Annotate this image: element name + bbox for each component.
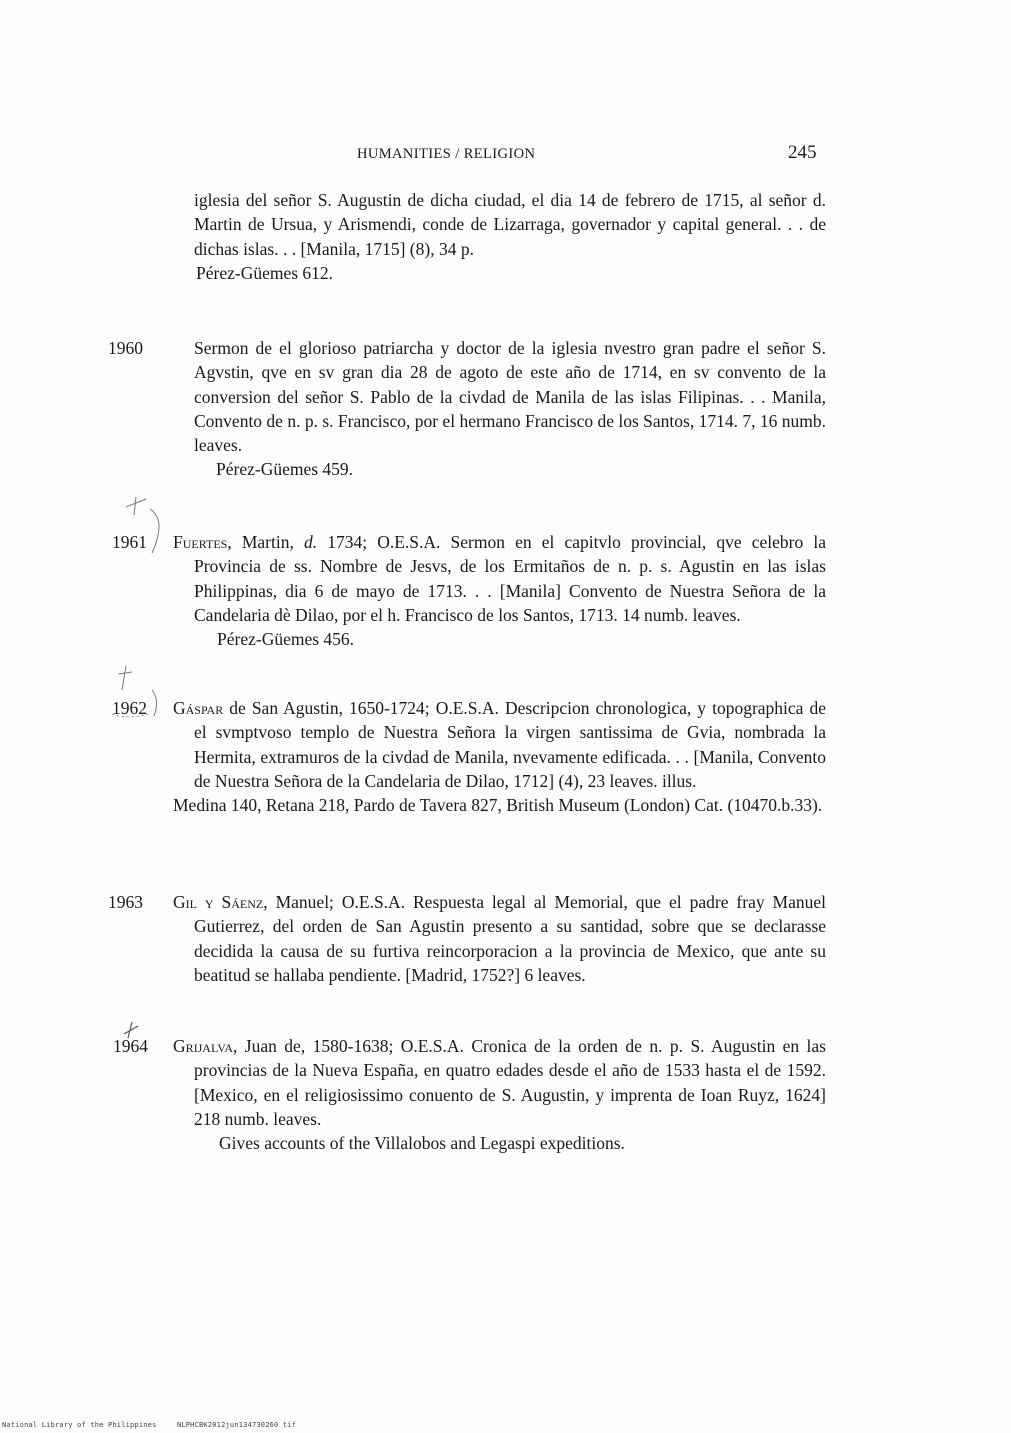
entry-number: 1963 [108,892,143,912]
footer-file-id: NLPHCBK2012jun134730260 tif [176,1421,297,1429]
entry-ref: Gives accounts of the Villalobos and Legaspi expeditions. [219,1133,625,1154]
pencil-mark-1961 [118,495,178,555]
entry-author: Gil y Sáenz [173,892,264,912]
entry-number: 1964 [113,1036,148,1056]
page-number: 245 [788,142,817,163]
entry-number: 1960 [108,338,143,358]
scan-footer [2,1421,312,1429]
entry-text: 1734; O.E.S.A. Sermon en el capitvlo provincial, qve celebro la Provincia de ss. Nombre de Jesvs, de los Ermitaños de n. p. s. Agustin en las islas Philippinas, dia 6 de mayo de 1713. . . [Manila] Convento de Nuestra Señora de la Candelaria dè Dilao, por el h. Francisco de los Santos, 1713. 14 numb. leaves. [194,532,826,625]
entry-death-abbr: d. [303,532,318,552]
entry-ref: Medina 140, Retana 218, Pardo de Tavera 827, British Museum (London) Cat. (10470.b.33). [173,795,823,816]
continuation-ref: Pérez-Güemes 612. [196,262,334,283]
footer-source: National Library of the Philippines [2,1421,157,1429]
pencil-mark-1962 [108,664,178,720]
entry-text: , Juan de, 1580-1638; O.E.S.A. Cronica de la orden de n. p. S. Augustin en las provincias de la Nueva España, en quatro edades desde el año de 1533 hasta el de 1592. [Mexico, en el religiosissimo conuento de S. Augustin, y imprenta de Ioan Ruyz, 1624] 218 numb. leaves. [194,1036,826,1129]
entry-text: , Manuel; O.E.S.A. Respuesta legal al Memorial, que el padre fray Manuel Gutierrez, del orden de San Agustin presento a su santidad, sobre que se declarasse decidida la causa de su furtiva reincorporacion a la provincia de Mexico, que ante su beatitud se hallaba pendiente. [Madrid, 1752?] 6 leaves. [194,892,826,985]
entry-text: de San Agustin, 1650-1724; O.E.S.A. Descripcion chronologica, y topographica de el svmptvoso templo de Nuestra Señora la virgen santissima de Gvia, nombrada la Hermita, extramuros de la civdad de Manila, nvevamente edificada. . . [Manila, Convento de Nuestra Señora de la Candelaria de Dilao, 1712] (4), 23 leaves. illus. [194,698,826,791]
entry-number: 1961 [112,532,147,552]
entry-text: Sermon de el glorioso patriarcha y doctor de la iglesia nvestro gran padre el señor S. Agvstin, qve en sv gran dia 28 de agoto de este año de 1714, en sv convento de la conversion del señor S. Pablo de la civdad de Manila de las islas Filipinas. . . Manila, Convento de n. p. s. Francisco, por el hermano Francisco de los Santos, 1714. 7, 16 numb. leaves. [194,338,826,456]
running-head: HUMANITIES / RELIGION [357,146,536,162]
entry-author: Grijalva [173,1036,233,1056]
entry-number: 1962 [112,698,147,718]
pencil-mark-1964 [118,1018,148,1042]
entry-ref: Pérez-Güemes 459. [216,459,354,480]
entry-ref: Pérez-Güemes 456. [217,629,355,650]
entry-author: Gáspar [173,698,224,718]
entry-author-rest: , Martin, [227,532,304,552]
entry-author: Fuertes [173,532,228,552]
continuation-text: iglesia del señor S. Augustin de dicha ciudad, el dia 14 de febrero de 1715, al señor d. Martin de Ursua, y Arismendi, conde de Lizarraga, governador y capital general. . . de dichas islas. . . [Manila, 1715] (8), 34 p. [194,190,826,259]
